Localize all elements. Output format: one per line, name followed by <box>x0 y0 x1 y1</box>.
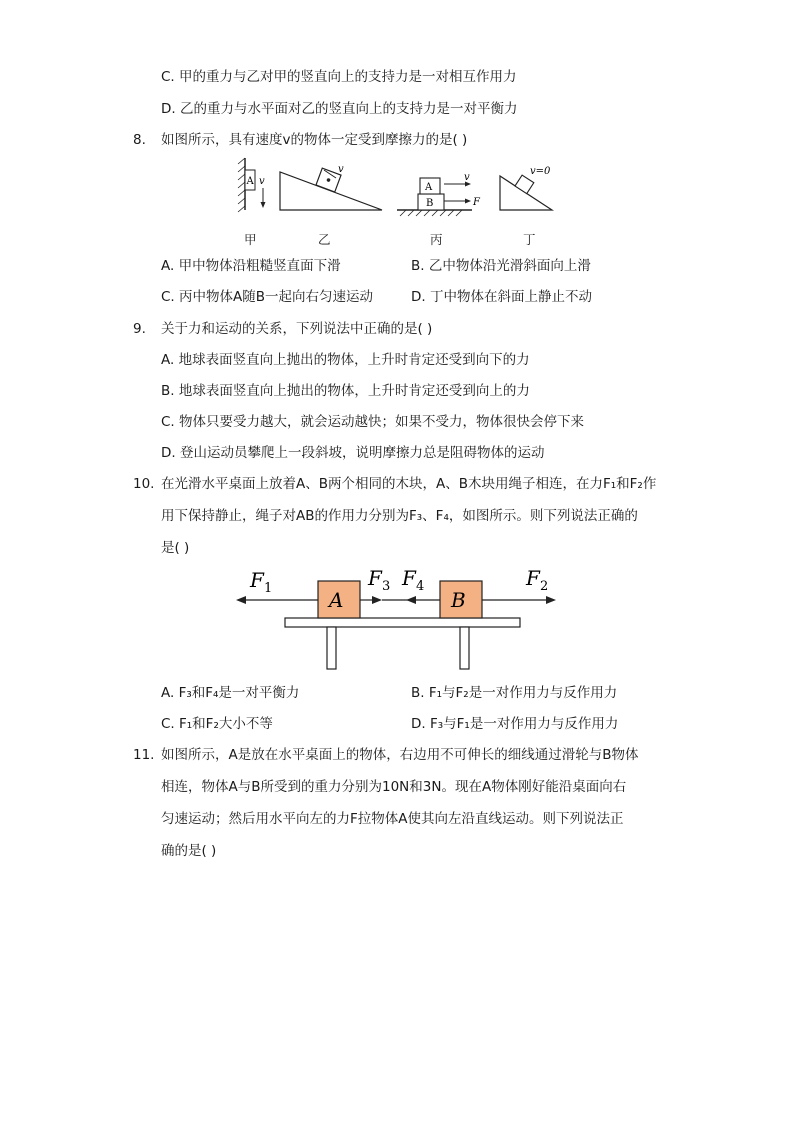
q8-number: 8. <box>133 132 146 148</box>
q8-option-c: C. 丙中物体A随B一起向右匀速运动 <box>161 289 374 305</box>
q10-stem-line2: 用下保持静止，绳子对AB的作用力分别为F₃、F₄，如图所示。则下列说法正确的 <box>161 508 638 524</box>
q8-figure <box>232 156 572 218</box>
q10-number: 10. <box>133 476 155 492</box>
f2-sub: 2 <box>540 579 549 594</box>
f1-label: F <box>250 568 264 592</box>
q7-option-c: C. 甲的重力与乙对甲的竖直向上的支持力是一对相互作用力 <box>161 69 517 85</box>
q9-option-c: C. 物体只要受力越大，就会运动越快；如果不受力，物体很快会停下来 <box>161 414 585 430</box>
yi-v-label: v <box>338 164 344 175</box>
q11-stem-line2: 相连，物体A与B所受到的重力分别为10N和3N。现在A物体刚好能沿桌面向右 <box>161 779 627 795</box>
f4-sub: 4 <box>416 579 425 594</box>
q11-stem-line4: 确的是( ) <box>161 843 217 859</box>
ding-v0-label: v=0 <box>530 166 551 177</box>
block-a-label: A <box>329 588 344 612</box>
f4-label: F <box>402 566 416 590</box>
q9-option-b: B. 地球表面竖直向上抛出的物体，上升时肯定还受到向上的力 <box>161 383 530 399</box>
q10-option-a: A. F₃和F₄是一对平衡力 <box>161 685 300 701</box>
jia-block-label: A <box>246 176 254 187</box>
q8-stem: 如图所示，具有速度v的物体一定受到摩擦力的是( ) <box>161 132 468 148</box>
q8-option-b: B. 乙中物体沿光滑斜面向上滑 <box>411 258 591 274</box>
q9-option-d: D. 登山运动员攀爬上一段斜坡，说明摩擦力总是阻碍物体的运动 <box>161 445 545 461</box>
bing-f-label: F <box>473 197 480 208</box>
bing-b-label: B <box>426 198 434 209</box>
q10-stem-line1: 在光滑水平桌面上放着A、B两个相同的木块，A、B木块用绳子相连，在力F₁和F₂作 <box>161 476 657 492</box>
q9-option-a: A. 地球表面竖直向上抛出的物体，上升时肯定还受到向下的力 <box>161 352 530 368</box>
q9-number: 9. <box>133 321 146 337</box>
table-leg-right <box>460 627 469 669</box>
fig-yi <box>280 164 382 210</box>
q8-option-a: A. 甲中物体沿粗糙竖直面下滑 <box>161 258 341 274</box>
bing-v-label: v <box>464 172 470 183</box>
q11-number: 11. <box>133 747 155 763</box>
fig-ding <box>500 166 552 210</box>
fig-label-yi: 乙 <box>318 232 331 247</box>
fig-label-jia: 甲 <box>244 232 257 247</box>
q11-stem-line1: 如图所示，A是放在水平桌面上的物体，右边用不可伸长的细线通过滑轮与B物体 <box>161 747 639 763</box>
fig-label-bing: 丙 <box>430 232 443 247</box>
f3-label: F <box>368 566 382 590</box>
fig-bing <box>397 172 481 216</box>
bing-a-label: A <box>425 182 433 193</box>
q9-stem: 关于力和运动的关系，下列说法中正确的是( ) <box>161 321 433 337</box>
fig-label-ding: 丁 <box>523 232 536 247</box>
f1-sub: 1 <box>264 581 273 596</box>
f2-label: F <box>526 566 540 590</box>
q10-option-d: D. F₃与F₁是一对作用力与反作用力 <box>411 716 619 732</box>
fig-jia <box>238 158 266 212</box>
table-leg-left <box>327 627 336 669</box>
q10-option-c: C. F₁和F₂大小不等 <box>161 716 273 732</box>
jia-v-label: v <box>259 176 265 187</box>
q10-option-b: B. F₁与F₂是一对作用力与反作用力 <box>411 685 618 701</box>
table-top <box>285 618 520 627</box>
block-b-label: B <box>451 588 466 612</box>
q10-stem-line3: 是( ) <box>161 540 190 556</box>
q10-figure <box>230 563 570 675</box>
q8-option-d: D. 丁中物体在斜面上静止不动 <box>411 289 592 305</box>
q7-option-d: D. 乙的重力与水平面对乙的竖直向上的支持力是一对平衡力 <box>161 101 518 117</box>
q11-stem-line3: 匀速运动；然后用水平向左的力F拉物体A使其向左沿直线运动。则下列说法正 <box>161 811 624 827</box>
f3-sub: 3 <box>382 579 391 594</box>
